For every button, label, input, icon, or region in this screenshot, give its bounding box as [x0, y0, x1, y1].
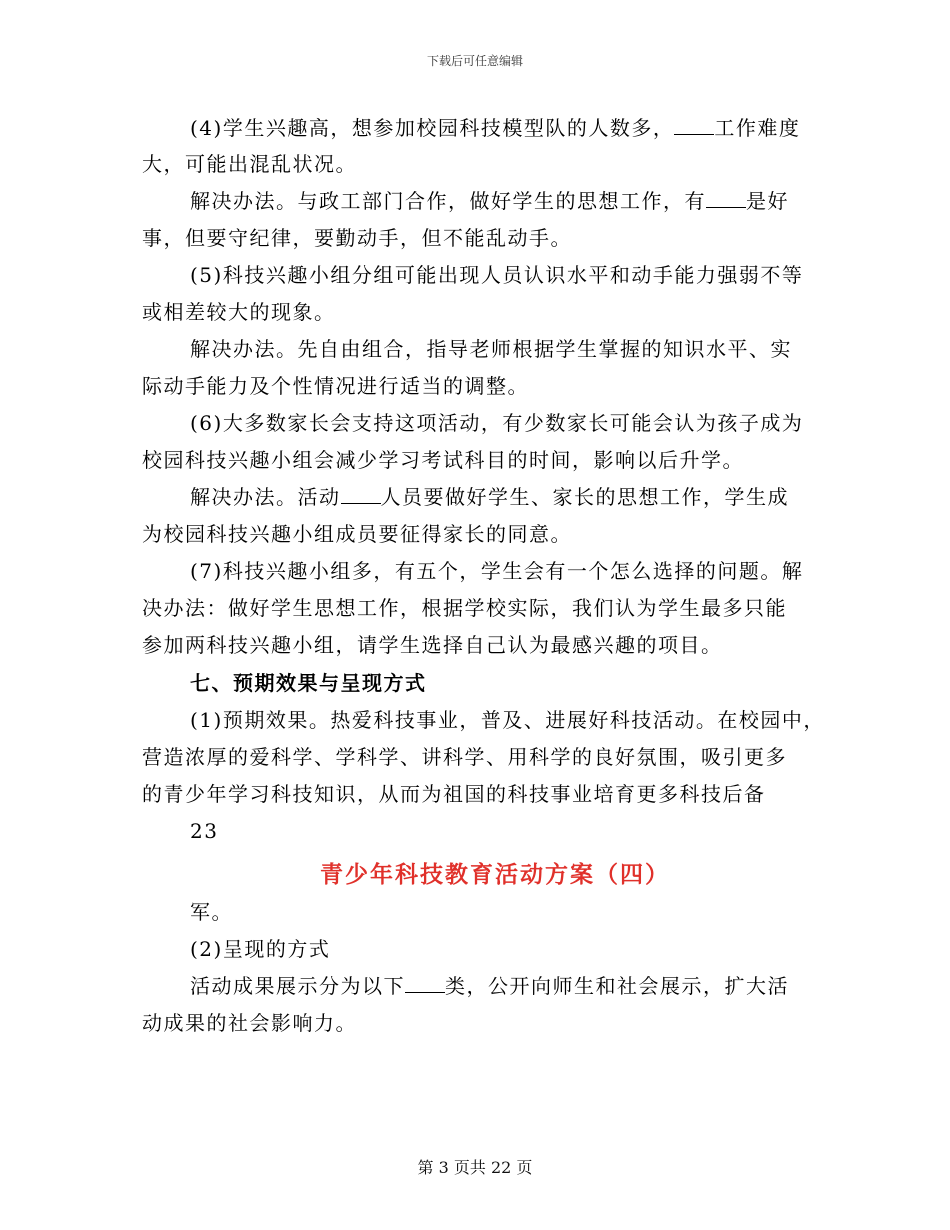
text-line: 参加两科技兴趣小组，请学生选择自己认为最感兴趣的项目。: [142, 633, 723, 657]
text-line: 为校园科技兴趣小组成员要征得家长的同意。: [142, 522, 572, 546]
text-line: 营造浓厚的爱科学、学科学、讲科学、用科学的良好氛围，吸引更多: [142, 745, 787, 769]
text-line: 解决办法。活动 人员要做好学生、家长的思想工作，学生成: [190, 485, 789, 509]
text-line: 决办法：做好学生思想工作，根据学校实际，我们认为学生最多只能: [142, 596, 787, 620]
text-line: 事，但要守纪律，要勤动手，但不能乱动手。: [142, 226, 572, 250]
text-line: 动成果的社会影响力。: [142, 1011, 357, 1035]
text-line: (7)科技兴趣小组多，有五个，学生会有一个怎么选择的问题。解: [190, 559, 804, 583]
section-heading: 七、预期效果与呈现方式: [190, 671, 427, 695]
text-line: 活动成果展示分为以下 类，公开向师生和社会展示，扩大活: [190, 974, 789, 998]
page-header: 下载后可任意编辑: [426, 54, 523, 68]
text-line: 军。: [190, 900, 233, 924]
text-line: (4)学生兴趣高，想参加校园科技模型队的人数多， 工作难度: [190, 116, 801, 140]
page-number-inline: 23: [190, 819, 219, 843]
text-line: 的青少年学习科技知识，从而为祖国的科技事业培育更多科技后备: [142, 782, 766, 806]
section-title: 青少年科技教育活动方案（四）: [320, 861, 670, 888]
text-line: 际动手能力及个性情况进行适当的调整。: [142, 374, 529, 398]
text-line: 校园科技兴趣小组会减少学习考试科目的时间，影响以后升学。: [142, 448, 744, 472]
text-line: 大，可能出混乱状况。: [142, 152, 357, 176]
fill-blank: [405, 974, 445, 993]
text-line: 解决办法。与政工部门合作，做好学生的思想工作，有 是好: [190, 189, 789, 213]
text-line: 解决办法。先自由组合，指导老师根据学生掌握的知识水平、实: [190, 337, 792, 361]
page-footer: 第 3 页共 22 页: [417, 1158, 533, 1177]
text-line: 或相差较大的现象。: [142, 300, 336, 324]
fill-blank: [706, 189, 746, 208]
text-line: (6)大多数家长会支持这项活动，有少数家长可能会认为孩子成为: [190, 411, 804, 435]
text-line: (1)预期效果。热爱科技事业，普及、进展好科技活动。在校园中，: [190, 708, 825, 732]
fill-blank: [674, 116, 714, 135]
text-line: (2)呈现的方式: [190, 937, 331, 961]
fill-blank: [341, 485, 381, 504]
text-line: (5)科技兴趣小组分组可能出现人员认识水平和动手能力强弱不等: [190, 263, 804, 287]
